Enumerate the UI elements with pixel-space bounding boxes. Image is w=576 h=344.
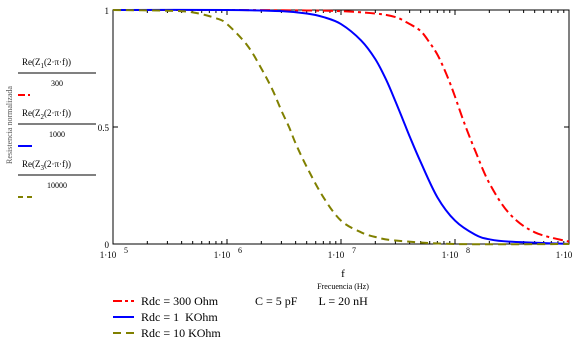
x-tick-exponent: 7 (352, 246, 356, 255)
plot-frame (113, 10, 569, 244)
x-tick-label: 1·10 (327, 250, 345, 260)
series-line-1 (113, 10, 569, 242)
x-axis-sublabel: Frecuencia (Hz) (317, 282, 369, 291)
bottom-legend (113, 294, 368, 340)
legend-expr-2: $Re(Z_2(2\cdot\pi\cdot f))$ (22, 108, 72, 121)
legend-denominator-2: 1000 (49, 130, 65, 139)
x-tick-label: 1·10 (555, 250, 573, 260)
x-tick-label: 1·10 (99, 250, 117, 260)
x-tick-label: 1·10 (441, 250, 459, 260)
bottom-legend-label-1: Rdc = 300 Ohm (141, 294, 219, 308)
x-tick-exponent: 5 (124, 246, 128, 255)
params-text: C = 5 pF L = 20 nH (255, 294, 368, 308)
x-tick-exponent: 6 (238, 246, 242, 255)
legend-expr-1: $Re(Z_1(2\cdot\pi\cdot f))$ (22, 57, 72, 70)
y-tick-label: 0 (104, 240, 109, 250)
x-axis-label: f (341, 268, 345, 280)
bottom-legend-label-3: Rdc = 10 KOhm (141, 326, 221, 340)
legend-denominator-1: 300 (51, 79, 63, 88)
x-tick-exponent: 8 (466, 246, 470, 255)
y-legend (18, 57, 96, 197)
series-line-2 (113, 10, 569, 244)
y-axis-label: Resistencia normalizada (5, 86, 14, 164)
series-line-3 (113, 10, 569, 244)
bottom-legend-label-2: Rdc = 1 KOhm (141, 310, 218, 324)
legend-denominator-3: 10000 (47, 181, 67, 190)
x-tick-label: 1·10 (213, 250, 231, 260)
y-tick-label: 1 (104, 6, 109, 16)
y-tick-label: 0.5 (97, 123, 109, 133)
legend-expr-3: $Re(Z_3(2\cdot\pi\cdot f))$ (22, 159, 72, 172)
plot-area (98, 6, 576, 260)
